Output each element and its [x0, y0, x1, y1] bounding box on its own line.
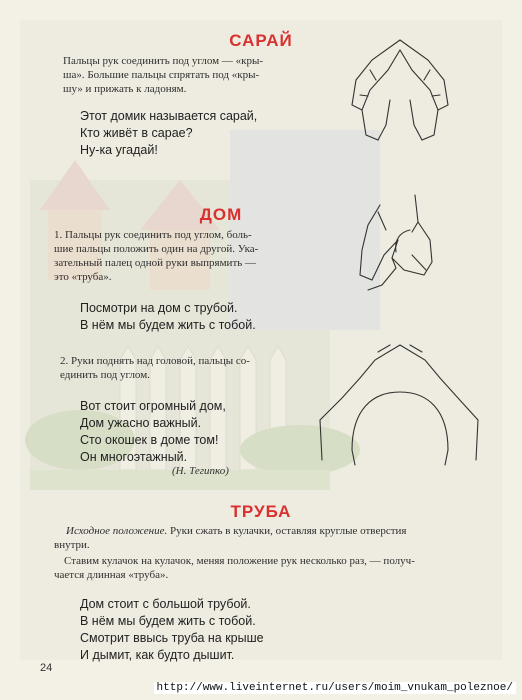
page-number: 24	[40, 662, 53, 674]
truba-verse-line: И дымит, как будто дышит.	[80, 648, 235, 662]
truba-step	[54, 554, 494, 582]
truba-start-label: Исходное положение.	[66, 525, 168, 537]
saray-verse-line: Этот домик называется сарай,	[80, 109, 258, 123]
dom-verse2	[80, 398, 226, 466]
truba-start-rest: Руки сжать в кулачки, оставляя круглые отверстия	[167, 525, 407, 537]
saray-instruction-line: Пальцы рук соединить под углом — «кры-	[63, 55, 263, 67]
dom-author: (Н. Тегипко)	[172, 465, 229, 477]
dom-verse2-line: Он многоэтажный.	[80, 450, 188, 464]
dom-step1-line: 1. Пальцы рук соединить под углом, боль-	[54, 229, 252, 241]
dom-verse2-line: Дом ужасно важный.	[80, 416, 202, 430]
truba-verse-line: В нём мы будем жить с тобой.	[80, 614, 256, 628]
truba-verse-line: Дом стоит с большой трубой.	[80, 597, 251, 611]
truba-step-line: Ставим кулачок на кулачок, меняя положение рук несколько раз, — получ-	[64, 555, 415, 567]
dom-title: ДОМ	[199, 205, 243, 224]
truba-start-line2: внутри.	[54, 539, 90, 551]
truba-start-line	[66, 524, 496, 538]
saray-verse	[80, 108, 257, 159]
saray-verse-line: Ну-ка угадай!	[80, 143, 158, 157]
saray-hands-illustration	[352, 40, 448, 140]
saray-title: САРАЙ	[229, 31, 293, 50]
dom-verse1	[80, 300, 256, 334]
truba-step-line: чается длинная «труба».	[54, 569, 169, 581]
dom-step2-line: 2. Руки поднять над головой, пальцы со-	[60, 355, 250, 367]
dom-step2-line: единить под углом.	[60, 369, 150, 381]
dom-verse2-line: Вот стоит огромный дом,	[80, 399, 226, 413]
dom-verse1-line: Посмотри на дом с трубой.	[80, 301, 238, 315]
truba-title: ТРУБА	[230, 502, 292, 521]
dom-step1-line: зательный палец одной руки выпрямить —	[54, 257, 257, 269]
dom-step1-line: шие пальцы положить один на другой. Ука-	[54, 243, 259, 255]
dom-step2	[60, 354, 350, 382]
saray-instruction-line: ша». Большие пальцы спрятать под «кры-	[63, 69, 260, 81]
dom-verse2-line: Сто окошек в доме том!	[80, 433, 219, 447]
truba-verse-line: Смотрит ввысь труба на крыше	[80, 631, 264, 645]
saray-instruction-line: шу» и прижать к ладоням.	[63, 83, 187, 95]
truba-verse	[80, 596, 264, 664]
saray-instruction	[63, 54, 333, 96]
saray-verse-line: Кто живёт в сарае?	[80, 126, 193, 140]
dom-verse1-line: В нём мы будем жить с тобой.	[80, 318, 256, 332]
dom-step1	[54, 228, 344, 284]
watermark-url: http://www.liveinternet.ru/users/moim_vnukam_poleznoe/	[154, 682, 516, 694]
dom-step1-line: это «труба».	[54, 271, 112, 283]
truba-start-position	[54, 524, 496, 552]
